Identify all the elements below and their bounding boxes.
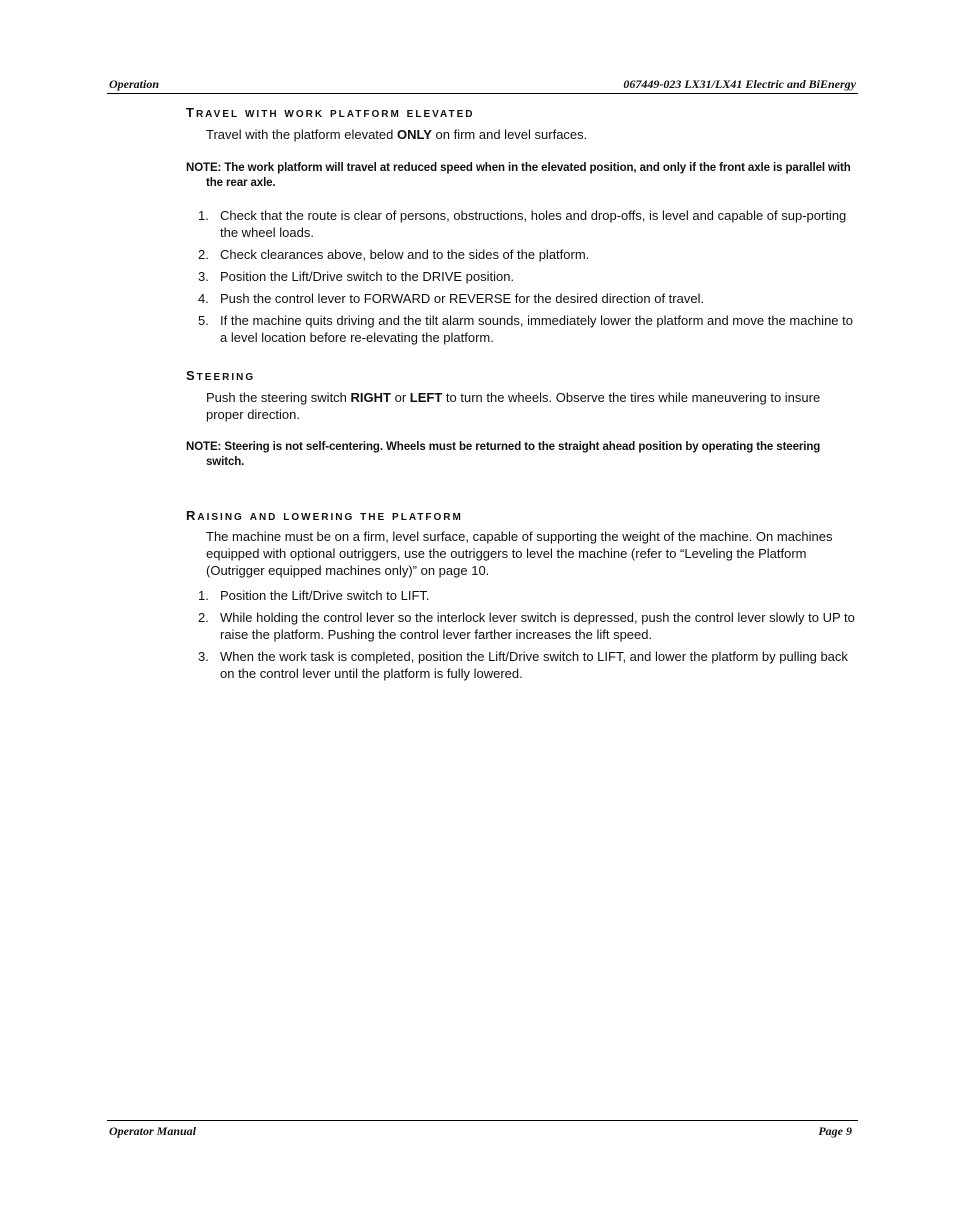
step-text: Push the control lever to FORWARD or REVERSE for the desired direction of travel.	[220, 291, 705, 306]
header-document-title: 067449-023 LX31/LX41 Electric and BiEnergy	[623, 77, 856, 91]
list-item	[198, 609, 858, 643]
footer-manual-label: Operator Manual	[109, 1124, 197, 1138]
step-text: Check that the route is clear of persons, obstructions, holes and drop-offs, is level and capable of sup-porting the wheel loads.	[220, 208, 847, 240]
raising-steps-list	[198, 587, 858, 687]
list-item	[198, 207, 858, 241]
note-label: NOTE:	[186, 162, 222, 174]
header-section-label: Operation	[109, 77, 160, 91]
section-title-raising: raising and lowering the platform	[186, 504, 463, 525]
travel-intro-text: Travel with the platform elevated	[206, 127, 397, 142]
step-number: 3.	[198, 269, 209, 284]
travel-intro-bold: ONLY	[397, 127, 432, 142]
steering-text-part: Push the steering switch	[206, 390, 351, 405]
steering-text	[206, 389, 856, 423]
travel-intro-text-end: on firm and level surfaces.	[431, 127, 588, 142]
list-item	[198, 648, 858, 682]
list-item	[198, 587, 858, 604]
section-title-steering: steering	[186, 364, 256, 385]
travel-steps-list	[198, 207, 858, 351]
steering-note	[186, 440, 856, 470]
section-title-travel: travel with work platform elevated	[186, 101, 475, 122]
step-text: If the machine quits driving and the tilt alarm sounds, immediately lower the platform and move the machine to a level location before re-elevating the platform.	[220, 313, 853, 345]
step-text: Position the Lift/Drive switch to the DRIVE position.	[220, 269, 515, 284]
page-header	[107, 76, 858, 94]
steering-right-bold: RIGHT	[350, 390, 391, 405]
steering-left-bold: LEFT	[409, 390, 443, 405]
step-text: Check clearances above, below and to the sides of the platform.	[220, 247, 590, 262]
step-number: 1.	[198, 208, 209, 223]
step-number: 2.	[198, 247, 209, 262]
step-number: 4.	[198, 291, 209, 306]
step-number: 3.	[198, 649, 209, 664]
travel-intro	[206, 126, 856, 143]
note-text: The work platform will travel at reduced speed when in the elevated position, and only if the front axle is parallel with the rear axle.	[206, 162, 851, 189]
step-number: 1.	[198, 588, 209, 603]
footer-page-number: Page 9	[818, 1124, 852, 1138]
step-text: While holding the control lever so the interlock lever switch is depressed, push the control lever slowly to UP to raise the platform. Pushing the control lever farther increases the lift speed.	[220, 610, 855, 642]
list-item	[198, 312, 858, 346]
step-text: Position the Lift/Drive switch to LIFT.	[220, 588, 430, 603]
travel-note	[186, 161, 856, 191]
steering-text-part: to turn the wheels. Observe the tires while maneuvering to insure proper direction.	[206, 390, 821, 422]
list-item	[198, 268, 858, 285]
step-number: 2.	[198, 610, 209, 625]
note-label: NOTE:	[186, 441, 222, 453]
steering-text-part: or	[390, 390, 410, 405]
note-text: Steering is not self-centering. Wheels must be returned to the straight ahead position by operating the steering switch.	[206, 441, 821, 468]
list-item	[198, 290, 858, 307]
page-footer	[107, 1120, 858, 1141]
step-text: When the work task is completed, position the Lift/Drive switch to LIFT, and lower the platform by pulling back on the control lever until the platform is fully lowered.	[220, 649, 848, 681]
step-number: 5.	[198, 313, 209, 328]
list-item	[198, 246, 858, 263]
raising-intro: The machine must be on a firm, level surface, capable of supporting the weight of the machine. On machines equipped with optional outriggers, use the outriggers to level the machine (refer to “Leveling the Platform (Outrigger equipped machines only)” on page 10.	[206, 529, 833, 578]
